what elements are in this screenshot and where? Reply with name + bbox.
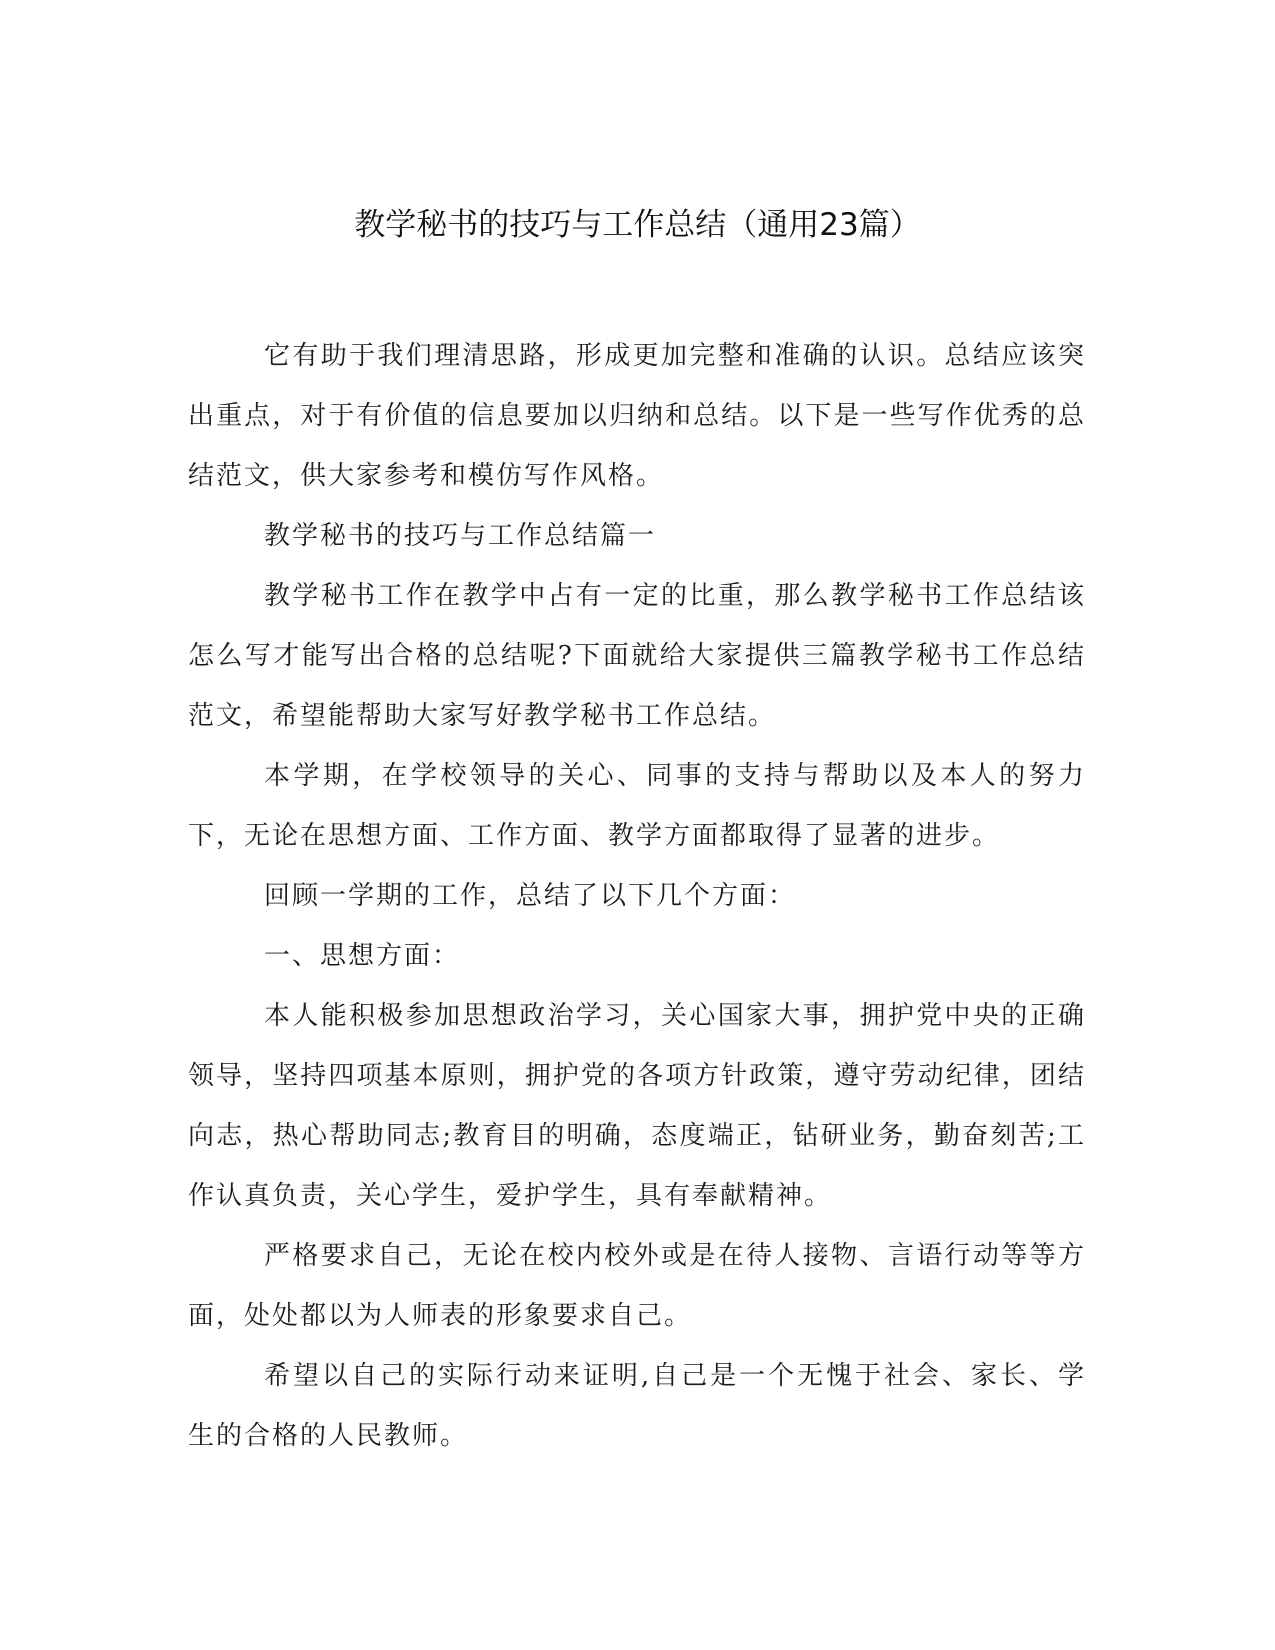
paragraph-intro: 它有助于我们理清思路，形成更加完整和准确的认识。总结应该突出重点，对于有价值的信息要加以归纳和总结。以下是一些写作优秀的总结范文，供大家参考和模仿写作风格。 [188,341,1086,491]
paragraph: 本学期，在学校领导的关心、同事的支持与帮助以及本人的努力下，无论在思想方面、工作方面、教学方面都取得了显著的进步。 [188,761,1086,851]
paragraph: 严格要求自己，无论在校内校外或是在待人接物、言语行动等等方面，处处都以为人师表的形象要求自己。 [188,1241,1086,1331]
paragraph: 回顾一学期的工作，总结了以下几个方面： [264,881,797,911]
paragraph: 希望以自己的实际行动来证明,自己是一个无愧于社会、家长、学生的合格的人民教师。 [188,1361,1086,1451]
paragraph: 教学秘书工作在教学中占有一定的比重，那么教学秘书工作总结该怎么写才能写出合格的总结呢?下面就给大家提供三篇教学秘书工作总结范文，希望能帮助大家写好教学秘书工作总结。 [188,581,1086,731]
paragraph: 本人能积极参加思想政治学习，关心国家大事，拥护党中央的正确领导，坚持四项基本原则，拥护党的各项方针政策，遵守劳动纪律，团结向志，热心帮助同志;教育目的明确，态度端正，钻研业务，勤奋刻苦;工作认真负责，关心学生，爱护学生，具有奉献精神。 [188,1001,1086,1211]
section-heading: 教学秘书的技巧与工作总结篇一 [264,521,657,551]
document-title: 教学秘书的技巧与工作总结（通用23篇） [354,207,921,243]
subsection-heading: 一、思想方面： [264,941,461,971]
document-body [188,326,1086,1466]
